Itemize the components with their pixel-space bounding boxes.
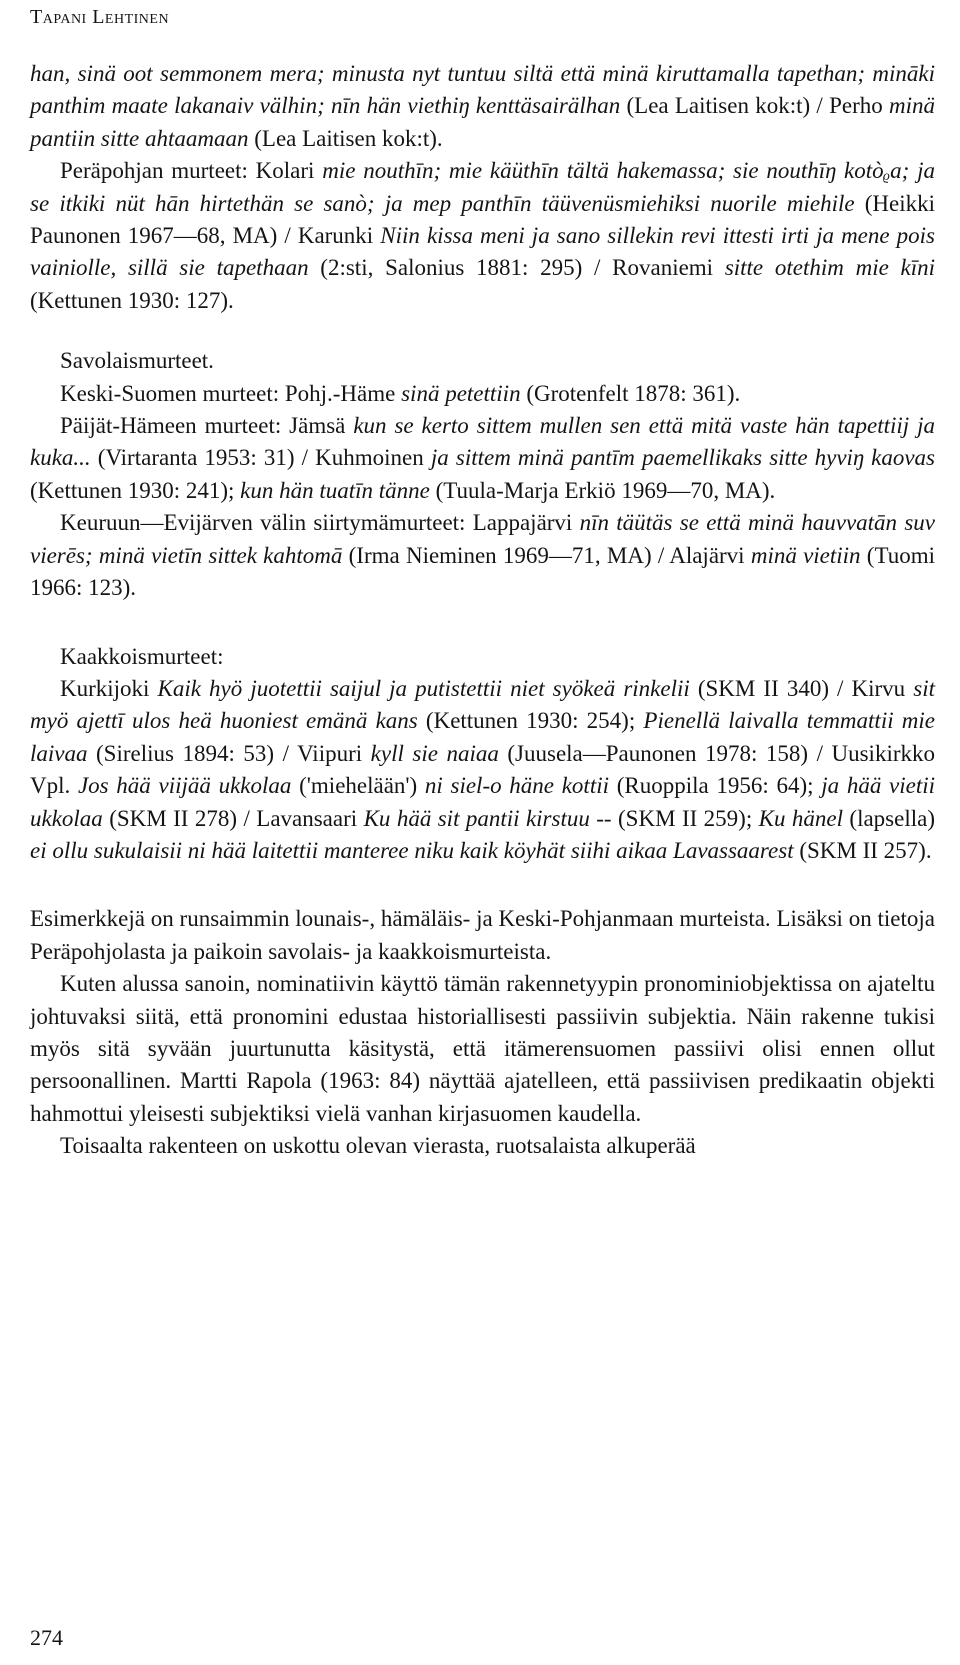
text-run: (Tuula-Marja Erkiö 1969—70, MA). (429, 477, 776, 503)
paragraph-savolais (30, 345, 935, 377)
text-run: minä vietiin (750, 542, 861, 568)
paragraph-kaakkois (30, 673, 935, 867)
text-run: mie nouthīn; mie käüthīn tältä hakemassa; sie nouthīŋ kotòᵨa; ja se itkiki nüt hān hirtethän se sanò; ja mep panthīn täüvenüsmiehiksi nuorile miehile (30, 158, 935, 216)
text-run: Kaik hyö juotettii saijul ja putistettii niet syökeä rinkelii (157, 675, 690, 701)
text-run: ('miehelään') (291, 773, 425, 799)
text-run: Kaakkoismurteet: (60, 643, 224, 669)
paragraph-etelapohjanmaa-cont (30, 58, 935, 155)
text-run: Jos hää viijää ukkolaa (77, 773, 292, 799)
text-run: ni siel-o häne kottii (424, 773, 609, 799)
text-run: Peräpohjan murteet: Kolari (60, 158, 323, 184)
text-run: (Irma Nieminen 1969—71, MA) / Alajärvi (342, 542, 751, 568)
text-run: (Heikki Paunonen 1967—68, MA) / Karunki (30, 190, 935, 249)
text-run: (Kettunen 1930: 127). (30, 287, 234, 313)
text-run: Niin kissa meni ja sano sillekin revi ittesti irti ja mene pois vainiolle, sillä sie tapethaan (30, 223, 936, 281)
text-run: sinä petettiin (401, 380, 521, 406)
text-run: minä pantiin sitte ahtaamaan (30, 93, 936, 151)
text-run: sitte otethim mie kīni (724, 255, 936, 281)
text-run: (SKM II 259); (618, 805, 759, 831)
text-run: Ku hää sit pantii kirstuu -- (363, 805, 619, 831)
text-run: Keski-Suomen murteet: Pohj.-Häme (60, 380, 402, 406)
text-run: Kuten alussa sanoin, nominatiivin käyttö tämän rakennetyypin pronominiobjektissa on ajateltu johtuvaksi siitä, että pronomini edustaa historiallisesti passiivin subjektia. Näin rakenne tukisi myös sitä syvään juurtunutta käsitystä, että itämerensuomen passiivi olisi ennen ollut persoonallinen. Martti Rapola (1963: 84) näyttää ajatelleen, että passiivisen predikaatin objekti hahmottui yleisesti subjektiksi vielä vanhan kirjasuomen kaudella. (30, 971, 935, 1126)
page-number: 274 (30, 1625, 63, 1650)
text-run: nīn täütäs se että minä hauvvatān suv vierēs; minä vietīn sittek kahtomā (30, 510, 935, 568)
text-run: Päijät-Hämeen murteet: Jämsä (60, 413, 354, 439)
text-run: (Kettunen 1930: 241); (30, 477, 241, 503)
text-run: kyll sie naiaa (370, 740, 499, 766)
text-run: (Sirelius 1894: 53) / Viipuri (87, 740, 371, 766)
text-run: (lapsella) (843, 805, 935, 831)
paragraph-discussion (30, 968, 935, 1130)
running-head: Tapani Lehtinen (30, 6, 170, 28)
text-run: (SKM II 340) / Kirvu (689, 675, 914, 701)
paragraph-kaakkois-heading (30, 641, 935, 673)
paragraph-continuation (30, 1130, 935, 1162)
text-run: Kurkijoki (60, 675, 158, 701)
text-run: (Lea Laitisen kok:t). (248, 125, 443, 151)
text-run: kun se kerto sittem mullen sen että mitä vaste hän tapettiij ja kuka... (30, 413, 935, 471)
text-run: Toisaalta rakenteen on uskottu olevan vierasta, ruotsalaista alkuperää (60, 1133, 696, 1159)
text-run: (Tuomi 1966: 123). (30, 542, 935, 601)
text-run: Savolaismurteet. (60, 348, 214, 374)
paragraph-paijathame (30, 410, 935, 507)
text-run: han, sinä oot semmonem mera; minusta nyt tuntuu siltä että minä kiruttamalla tapethan; mināki panthim maate lakanaiv välhin; nīn hän viethiŋ kenttäsairälhan (30, 61, 935, 119)
text-run: ei ollu sukulaisii ni hää laitettii manteree niku kaik köyhät siihi aikaa Lavassaarest (30, 837, 794, 863)
text-run: ja hää vietii ukkolaa (30, 773, 936, 831)
text-run: ja sittem minä pantīm paemellikaks sitte hyviŋ kaovas (430, 445, 936, 471)
text-run: (Ruoppila 1956: 64); (609, 773, 822, 799)
paragraph-keskisuomi (30, 378, 935, 410)
paragraph-keuruu (30, 507, 935, 604)
text-run: Pienellä laivalla temmattii mie laivaa (30, 708, 935, 766)
body-text (30, 58, 935, 1163)
text-run: kun hän tuatīn tänne (240, 477, 430, 503)
text-run: (Grotenfelt 1878: 361). (520, 380, 741, 406)
text-run: (Virtaranta 1953: 31) / Kuhmoinen (90, 445, 431, 471)
paragraph-summary (30, 903, 935, 968)
text-run: (Kettunen 1930: 254); (417, 708, 644, 734)
paragraph-perapohja (30, 155, 935, 317)
text-run: (SKM II 257). (793, 837, 932, 863)
text-run: (2:sti, Salonius 1881: 295) / Rovaniemi (308, 255, 725, 281)
text-run: sit myö ajettī ulos heä huoniest emänä kans (30, 675, 935, 734)
text-run: (Lea Laitisen kok:t) / Perho (620, 93, 890, 119)
text-run: Esimerkkejä on runsaimmin lounais-, hämäläis- ja Keski-Pohjanmaan murteista. Lisäksi on tietoja Peräpohjolasta ja paikoin savolais- ja kaakkoismurteista. (30, 906, 935, 964)
text-run: Ku hänel (758, 805, 843, 831)
text-run: (SKM II 278) / Lavansaari (102, 805, 364, 831)
text-run: Keuruun—Evijärven välin siirtymämurteet: Lappajärvi (60, 510, 580, 536)
text-run: (Juusela—Paunonen 1978: 158) / Uusikirkko Vpl. (30, 740, 935, 799)
